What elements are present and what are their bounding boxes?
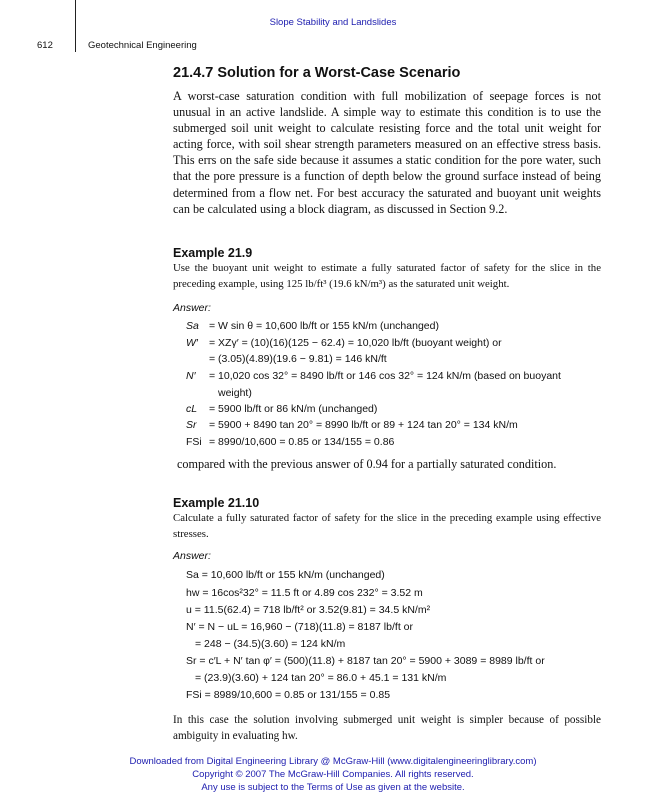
eq-rhs: = 10,020 cos 32° = 8490 lb/ft or 146 cos 32° = 124 kN/m (based on buoyant bbox=[209, 370, 561, 382]
chapter-title: Geotechnical Engineering bbox=[88, 40, 197, 51]
eq-rhs: = W sin θ = 10,600 lb/ft or 155 kN/m (unchanged) bbox=[209, 320, 439, 332]
eq-lhs: cL bbox=[186, 403, 198, 415]
eq-lhs: Sa bbox=[186, 320, 199, 332]
eq-rhs: = XZγ′ = (10)(16)(125 − 62.4) = 10,020 lb/ft (buoyant weight) or bbox=[209, 337, 502, 349]
page-number: 612 bbox=[37, 40, 53, 51]
eq-lhs: N′ bbox=[186, 370, 196, 382]
example-21-9-conclusion: compared with the previous answer of 0.94 for a partially saturated condition. bbox=[177, 457, 557, 471]
example-21-9-answer-label: Answer: bbox=[173, 302, 211, 314]
example-21-9-description: Use the buoyant unit weight to estimate a fully saturated factor of safety for the slice in the preceding example, using 125 lb/ft³ (19.6 kN/m³) as the saturated unit weight. bbox=[173, 262, 601, 290]
example-21-10-title: Example 21.10 bbox=[173, 496, 260, 510]
example-21-10-answer-label: Answer: bbox=[173, 550, 211, 562]
eq-rhs: = 5900 lb/ft or 86 kN/m (unchanged) bbox=[209, 403, 378, 415]
equation-line: N′ = N − uL = 16,960 − (718)(11.8) = 8187 lb/ft or bbox=[186, 621, 413, 633]
equation-line: Sr = c′L + N′ tan φ′ = (500)(11.8) + 8187 tan 20° = 5900 + 3089 = 8989 lb/ft or bbox=[186, 655, 545, 667]
footer-copyright: Copyright © 2007 The McGraw-Hill Companies. All rights reserved. bbox=[192, 769, 474, 780]
footer-download-notice: Downloaded from Digital Engineering Library @ McGraw-Hill (www.digitalengineeringlibrary.com) bbox=[129, 756, 537, 767]
eq-lhs: FSi bbox=[186, 436, 202, 448]
equation-line: FSi = 8989/10,600 = 0.85 or 131/155 = 0.85 bbox=[186, 689, 391, 701]
section-body: A worst-case saturation condition with full mobilization of seepage forces is not unusual in an active landslide. A simple way to estimate this condition is to use the submerged soil unit weight to calculate resisting force and the total unit weight for acting force, with soil shear strength parameters measured on an effective stress basis. This errs on the safe side because it assumes a static condition for the pore water, such that the pore pressure is a function of depth below the ground surface instead of being determined from a flow net. For best accuracy the saturated and buoyant unit weights can be calculated using a block diagram, as discussed in Section 9.2. bbox=[173, 89, 601, 216]
running-title: Slope Stability and Landslides bbox=[269, 17, 397, 28]
example-21-9-title: Example 21.9 bbox=[173, 246, 253, 260]
eq-rhs: = (3.05)(4.89)(19.6 − 9.81) = 146 kN/ft bbox=[209, 353, 387, 365]
equation-line: hw = 16cos²32° = 11.5 ft or 4.89 cos 232° = 3.52 m bbox=[186, 587, 423, 599]
equation-line: = (23.9)(3.60) + 124 tan 20° = 86.0 + 45.1 = 131 kN/m bbox=[195, 672, 447, 684]
eq-rhs: = 8990/10,600 = 0.85 or 134/155 = 0.86 bbox=[209, 436, 395, 448]
footer-terms: Any use is subject to the Terms of Use as given at the website. bbox=[201, 782, 465, 793]
example-21-10-description: Calculate a fully saturated factor of safety for the slice in the preceding example using effective stresses. bbox=[173, 512, 601, 540]
equation-line: u = 11.5(62.4) = 718 lb/ft² or 3.52(9.81) = 34.5 kN/m² bbox=[186, 604, 431, 616]
eq-lhs: Sr bbox=[186, 419, 197, 431]
section-title: 21.4.7 Solution for a Worst-Case Scenario bbox=[173, 65, 461, 81]
equation-line: Sa = 10,600 lb/ft or 155 kN/m (unchanged) bbox=[186, 569, 385, 581]
example-21-10-conclusion: In this case the solution involving submerged unit weight is simpler because of possible ambiguity in evaluating hw. bbox=[173, 714, 601, 742]
eq-rhs: weight) bbox=[218, 387, 252, 399]
eq-rhs: = 5900 + 8490 tan 20° = 8990 lb/ft or 89 + 124 tan 20° = 134 kN/m bbox=[209, 419, 518, 431]
eq-lhs: W′ bbox=[186, 337, 198, 349]
equation-line: = 248 − (34.5)(3.60) = 124 kN/m bbox=[195, 638, 346, 650]
